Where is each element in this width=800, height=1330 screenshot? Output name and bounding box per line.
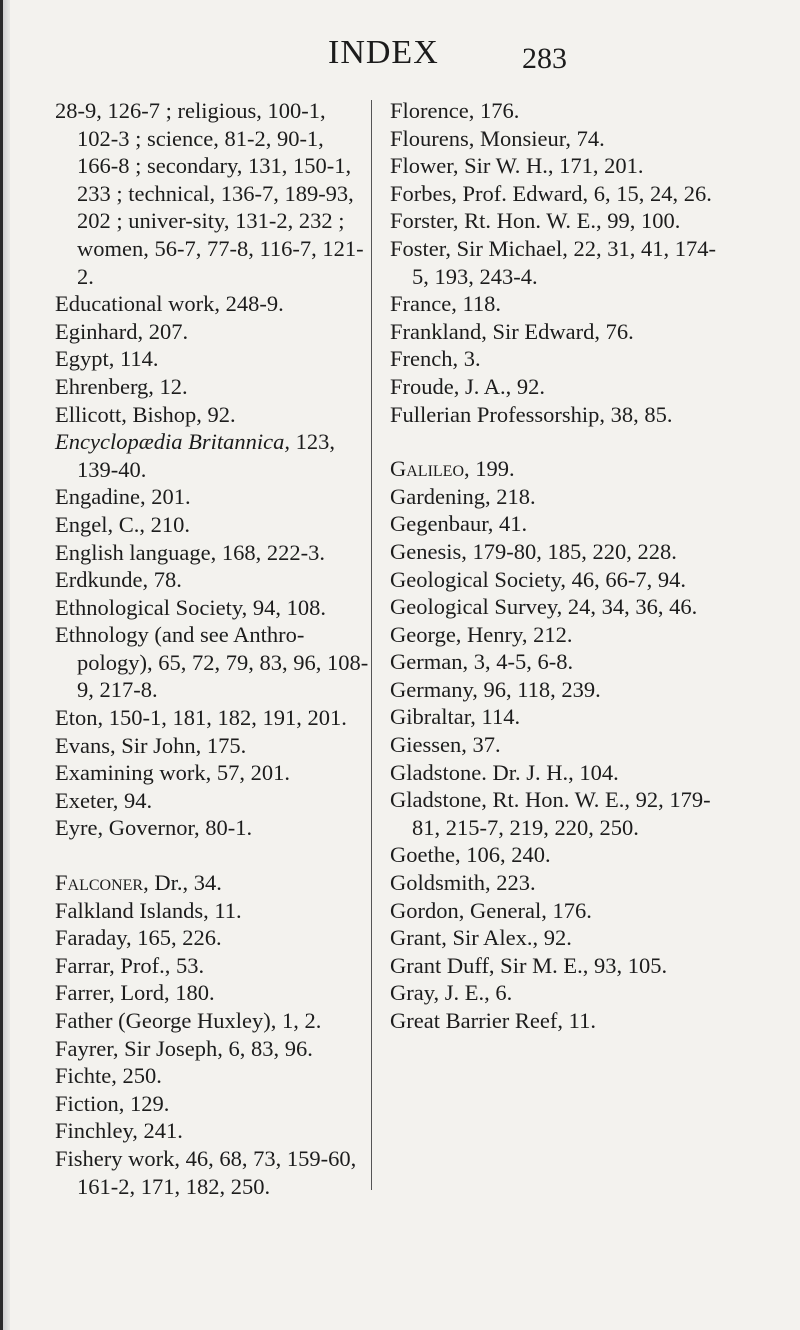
index-entry-text: Engadine, 201. — [55, 484, 191, 510]
column-divider — [371, 100, 372, 1190]
page-number: 283 — [522, 42, 567, 75]
index-entry — [390, 373, 730, 401]
index-entry-text: Gladstone, Rt. Hon. W. E., 92, 179-81, 215-7, 219, 220, 250. — [390, 787, 711, 840]
index-entry-text: Flourens, Monsieur, 74. — [390, 125, 605, 151]
index-entry — [390, 235, 730, 290]
index-entry-text: Ethnology (and see Anthro-pology), 65, 72, 79, 83, 96, 108-9, 217-8. — [55, 622, 369, 703]
index-entry-text: Frankland, Sir Edward, 76. — [390, 318, 634, 344]
index-entry — [390, 621, 730, 649]
index-entry — [55, 732, 370, 760]
index-entry — [390, 924, 730, 952]
index-entry — [390, 869, 730, 897]
index-entry — [55, 704, 370, 732]
index-entry-text: 199. — [469, 456, 515, 482]
index-entry-text: Grant, Sir Alex., 92. — [390, 925, 572, 951]
index-entry — [55, 373, 370, 401]
index-entry — [55, 924, 370, 952]
index-entry — [55, 1007, 370, 1035]
index-entry — [390, 455, 730, 483]
index-entry — [55, 979, 370, 1007]
index-entry-text: Fichte, 250. — [55, 1063, 162, 1089]
index-entry-text: Gordon, General, 176. — [390, 897, 592, 923]
index-entry-text: Forster, Rt. Hon. W. E., 99, 100. — [390, 208, 681, 234]
index-entry-text: Finchley, 241. — [55, 1118, 183, 1144]
index-entry — [390, 318, 730, 346]
index-entry-italic: Encyclopædia Britannica, — [55, 429, 290, 455]
section-gap — [390, 428, 730, 455]
index-entry — [390, 841, 730, 869]
index-entry — [390, 731, 730, 759]
index-entry-text: Examining work, 57, 201. — [55, 760, 290, 786]
index-entry — [55, 511, 370, 539]
index-entry-text: 123, 139-40. — [77, 429, 335, 482]
index-entry — [390, 290, 730, 318]
index-entry — [55, 1090, 370, 1118]
index-entry — [390, 676, 730, 704]
index-entry-text: Engel, C., 210. — [55, 511, 190, 537]
index-entry — [55, 539, 370, 567]
index-entry-text: Erdkunde, 78. — [55, 567, 182, 593]
index-entry-text: Egypt, 114. — [55, 346, 159, 372]
index-entry-text: 28-9, 126-7 ; religious, 100-1, 102-3 ; science, 81-2, 90-1, 166-8 ; secondary, 131, 150-1, 233 ; technical, 136-7, 189-93, 202 ; univer-sity, 131-2, 232 ; women, 56-7, 77-8, 116-7, 121-2. — [55, 98, 364, 289]
index-entry — [390, 97, 730, 125]
index-entry-text: Eginhard, 207. — [55, 318, 189, 344]
index-entry — [55, 318, 370, 346]
index-entry-text: Falkland Islands, 11. — [55, 897, 242, 923]
index-entry-text: Fishery work, 46, 68, 73, 159-60, 161-2, 171, 182, 250. — [55, 1145, 357, 1199]
index-entry — [390, 786, 730, 841]
index-entry — [55, 814, 370, 842]
index-entry-text: Great Barrier Reef, 11. — [390, 1008, 596, 1033]
index-entry-text: Eton, 150-1, 181, 182, 191, 201. — [55, 705, 347, 731]
index-entry-text: Genesis, 179-80, 185, 220, 228. — [390, 538, 677, 564]
index-entry — [55, 759, 370, 787]
index-entry — [55, 621, 370, 704]
index-entry — [390, 207, 730, 235]
index-entry-text: German, 3, 4-5, 6-8. — [390, 649, 574, 675]
index-entry — [55, 566, 370, 594]
page-title: INDEX — [328, 34, 439, 71]
index-entry — [390, 510, 730, 538]
index-entry — [390, 703, 730, 731]
index-entry — [390, 759, 730, 787]
index-entry-text: French, 3. — [390, 346, 481, 372]
index-entry — [390, 180, 730, 208]
index-entry-text: George, Henry, 212. — [390, 621, 573, 647]
index-entry — [55, 1145, 370, 1200]
index-entry-text: Froude, J. A., 92. — [390, 373, 546, 399]
index-entry-text: Gladstone. Dr. J. H., 104. — [390, 759, 619, 785]
index-entry-text: Evans, Sir John, 175. — [55, 732, 247, 758]
index-entry-text: Gardening, 218. — [390, 483, 536, 509]
index-entry-text: Ellicott, Bishop, 92. — [55, 401, 236, 427]
page-binding-edge — [0, 0, 10, 1330]
index-entry — [55, 869, 370, 897]
index-entry-text: Gegenbaur, 41. — [390, 511, 528, 537]
index-column-right — [390, 97, 730, 1035]
index-entry-text: Farrar, Prof., 53. — [55, 952, 205, 978]
index-entry-text: Florence, 176. — [390, 98, 520, 123]
index-entry-text: Forbes, Prof. Edward, 6, 15, 24, 26. — [390, 180, 712, 206]
section-gap — [55, 842, 370, 869]
index-entry-text: Germany, 96, 118, 239. — [390, 676, 601, 702]
index-entry-text: Fiction, 129. — [55, 1090, 170, 1116]
index-entry-text: Exeter, 94. — [55, 787, 153, 813]
index-entry-text: Eyre, Governor, 80-1. — [55, 815, 253, 841]
index-entry-text: Ethnological Society, 94, 108. — [55, 594, 326, 620]
index-entry — [390, 152, 730, 180]
index-entry — [390, 979, 730, 1007]
index-entry-text: Faraday, 165, 226. — [55, 925, 222, 951]
index-entry-text: Gibraltar, 114. — [390, 704, 521, 730]
index-entry — [55, 1035, 370, 1063]
index-entry-text: Goethe, 106, 240. — [390, 842, 551, 868]
index-entry — [55, 483, 370, 511]
index-entry — [55, 897, 370, 925]
index-entry-text: Ehrenberg, 12. — [55, 373, 188, 399]
index-entry-text: Flower, Sir W. H., 171, 201. — [390, 153, 644, 179]
index-entry — [390, 125, 730, 153]
index-entry — [55, 787, 370, 815]
index-column-left — [55, 97, 370, 1200]
index-entry — [390, 401, 730, 429]
index-entry-text: English language, 168, 222-3. — [55, 539, 325, 565]
index-entry-text: Father (George Huxley), 1, 2. — [55, 1008, 322, 1033]
index-entry — [55, 1117, 370, 1145]
index-entry-text: Farrer, Lord, 180. — [55, 980, 215, 1006]
index-entry-text: Foster, Sir Michael, 22, 31, 41, 174-5, 193, 243-4. — [390, 235, 716, 289]
index-entry — [55, 401, 370, 429]
index-entry-section-start: Falconer, — [55, 870, 149, 896]
index-entry — [55, 594, 370, 622]
index-entry-text: Giessen, 37. — [390, 732, 501, 758]
index-entry — [390, 538, 730, 566]
index-entry — [55, 97, 370, 290]
index-entry — [390, 593, 730, 621]
page-header — [0, 28, 800, 78]
index-entry-text: Geological Survey, 24, 34, 36, 46. — [390, 594, 698, 620]
index-entry — [390, 345, 730, 373]
index-entry-text: Grant Duff, Sir M. E., 93, 105. — [390, 952, 668, 978]
index-entry — [55, 952, 370, 980]
index-entry-section-start: Galileo, — [390, 456, 470, 482]
index-entry — [390, 897, 730, 925]
index-entry — [390, 648, 730, 676]
index-entry — [55, 345, 370, 373]
index-entry — [390, 483, 730, 511]
index-entry-text: France, 118. — [390, 291, 502, 317]
index-entry — [390, 566, 730, 594]
index-entry-text: Educational work, 248-9. — [55, 291, 284, 317]
index-entry — [390, 1007, 730, 1035]
index-entry-text: Geological Society, 46, 66-7, 94. — [390, 566, 686, 592]
index-entry-text: Gray, J. E., 6. — [390, 980, 513, 1006]
index-entry — [55, 428, 370, 483]
index-entry-text: Fullerian Professorship, 38, 85. — [390, 401, 673, 427]
index-entry-text: Dr., 34. — [148, 870, 222, 896]
index-entry — [55, 290, 370, 318]
index-entry-text: Fayrer, Sir Joseph, 6, 83, 96. — [55, 1035, 313, 1061]
index-entry-text: Goldsmith, 223. — [390, 870, 536, 896]
index-entry — [390, 952, 730, 980]
index-entry — [55, 1062, 370, 1090]
